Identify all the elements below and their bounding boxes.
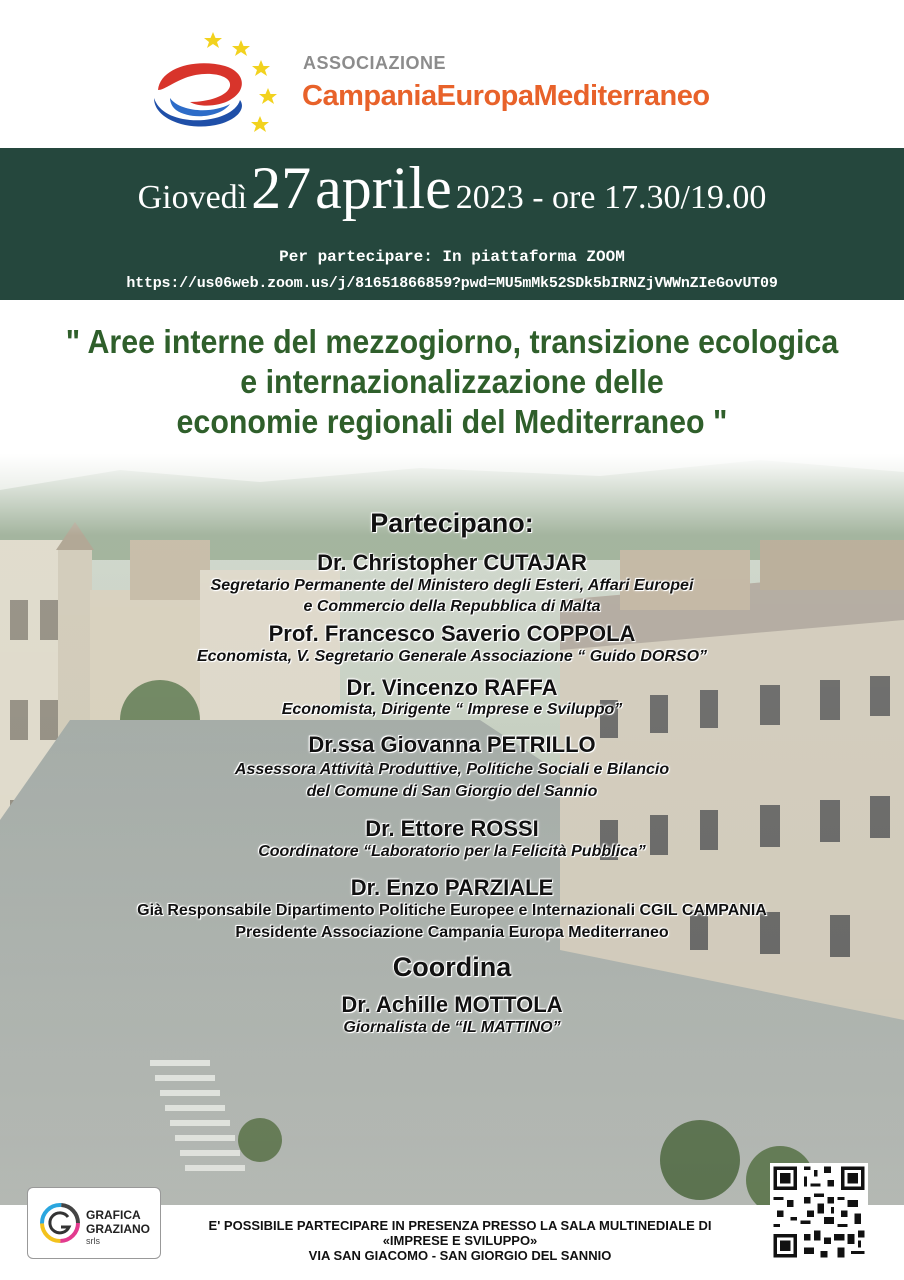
grafica-graziano-logo: [27, 1187, 161, 1259]
speaker-name: Dr. Ettore ROSSI: [365, 816, 539, 841]
speaker-role: Già Responsabile Dipartimento Politiche Europee e Internazionali CGIL CAMPANIA: [137, 902, 767, 919]
event-title-line: economie regionali del Mediterraneo ": [176, 403, 728, 440]
event-month: aprile: [315, 155, 452, 221]
speaker-name: Dr. Vincenzo RAFFA: [346, 675, 558, 700]
speaker-role: Coordinatore “Laboratorio per la Felicità Pubblica”: [258, 843, 646, 860]
logo-line: GRAFICA: [86, 1208, 141, 1222]
participants-heading: Partecipano:: [370, 508, 534, 538]
speaker-role: del Comune di San Giorgio del Sannio: [306, 783, 598, 800]
event-title: [36, 322, 868, 442]
speaker-name: Dr.ssa Giovanna PETRILLO: [308, 732, 596, 757]
qr-code-icon[interactable]: [770, 1163, 868, 1261]
event-weekday: Giovedì: [137, 179, 248, 216]
coordinator-heading: Coordina: [392, 952, 512, 982]
event-date: [0, 154, 904, 223]
event-title-line: " Aree interne del mezzogiorno, transizione ecologica: [65, 323, 839, 360]
attendance-line: «IMPRESE E SVILUPPO»: [382, 1233, 538, 1248]
event-day: 27: [251, 155, 312, 221]
logo-srls: srls: [86, 1236, 100, 1246]
speaker-role: Economista, Dirigente “ Imprese e Sviluppo”: [281, 701, 623, 718]
participation-note: Per partecipare: In piattaforma ZOOM: [279, 248, 625, 266]
speaker-role: Presidente Associazione Campania Europa Mediterraneo: [235, 924, 669, 941]
speaker-role: e Commercio della Repubblica di Malta: [303, 598, 601, 615]
header: [0, 0, 904, 148]
attendance-note: [180, 1218, 740, 1263]
date-band: [0, 148, 904, 300]
program: [0, 508, 904, 1041]
speaker-name: Dr. Enzo PARZIALE: [350, 875, 554, 900]
speaker-role: Economista, V. Segretario Generale Associazione “ Guido DORSO”: [196, 648, 708, 665]
coordinator-role: Giornalista de “IL MATTINO”: [343, 1019, 561, 1036]
coordinator-name: Dr. Achille MOTTOLA: [341, 992, 563, 1017]
zoom-link[interactable]: https://us06web.zoom.us/j/81651866859?pwd=MU5mMk52SDk5bIRNZjVWWnZIeGovUT09: [126, 275, 778, 292]
association-logo-icon: [150, 28, 285, 138]
association-name: CampaniaEuropaMediterraneo: [302, 80, 710, 112]
logo-line: GRAZIANO: [86, 1222, 150, 1236]
grafica-graziano-name: [86, 1208, 150, 1236]
speaker-role: Segretario Permanente del Ministero degli Esteri, Affari Europei: [210, 577, 694, 594]
event-year-time: 2023 - ore 17.30/19.00: [455, 179, 767, 216]
speaker-role: Assessora Attività Produttive, Politiche Sociali e Bilancio: [234, 761, 670, 778]
attendance-line: VIA SAN GIACOMO - SAN GIORGIO DEL SANNIO: [308, 1248, 612, 1263]
association-label: ASSOCIAZIONE: [303, 53, 447, 73]
attendance-line: E' POSSIBILE PARTECIPARE IN PRESENZA PRESSO LA SALA MULTINEDIALE DI: [208, 1218, 712, 1233]
event-title-line: e internazionalizzazione delle: [240, 363, 664, 400]
speaker-name: Dr. Christopher CUTAJAR: [317, 550, 587, 575]
grafica-graziano-logo-icon: [38, 1201, 82, 1245]
speaker-name: Prof. Francesco Saverio COPPOLA: [268, 621, 636, 646]
